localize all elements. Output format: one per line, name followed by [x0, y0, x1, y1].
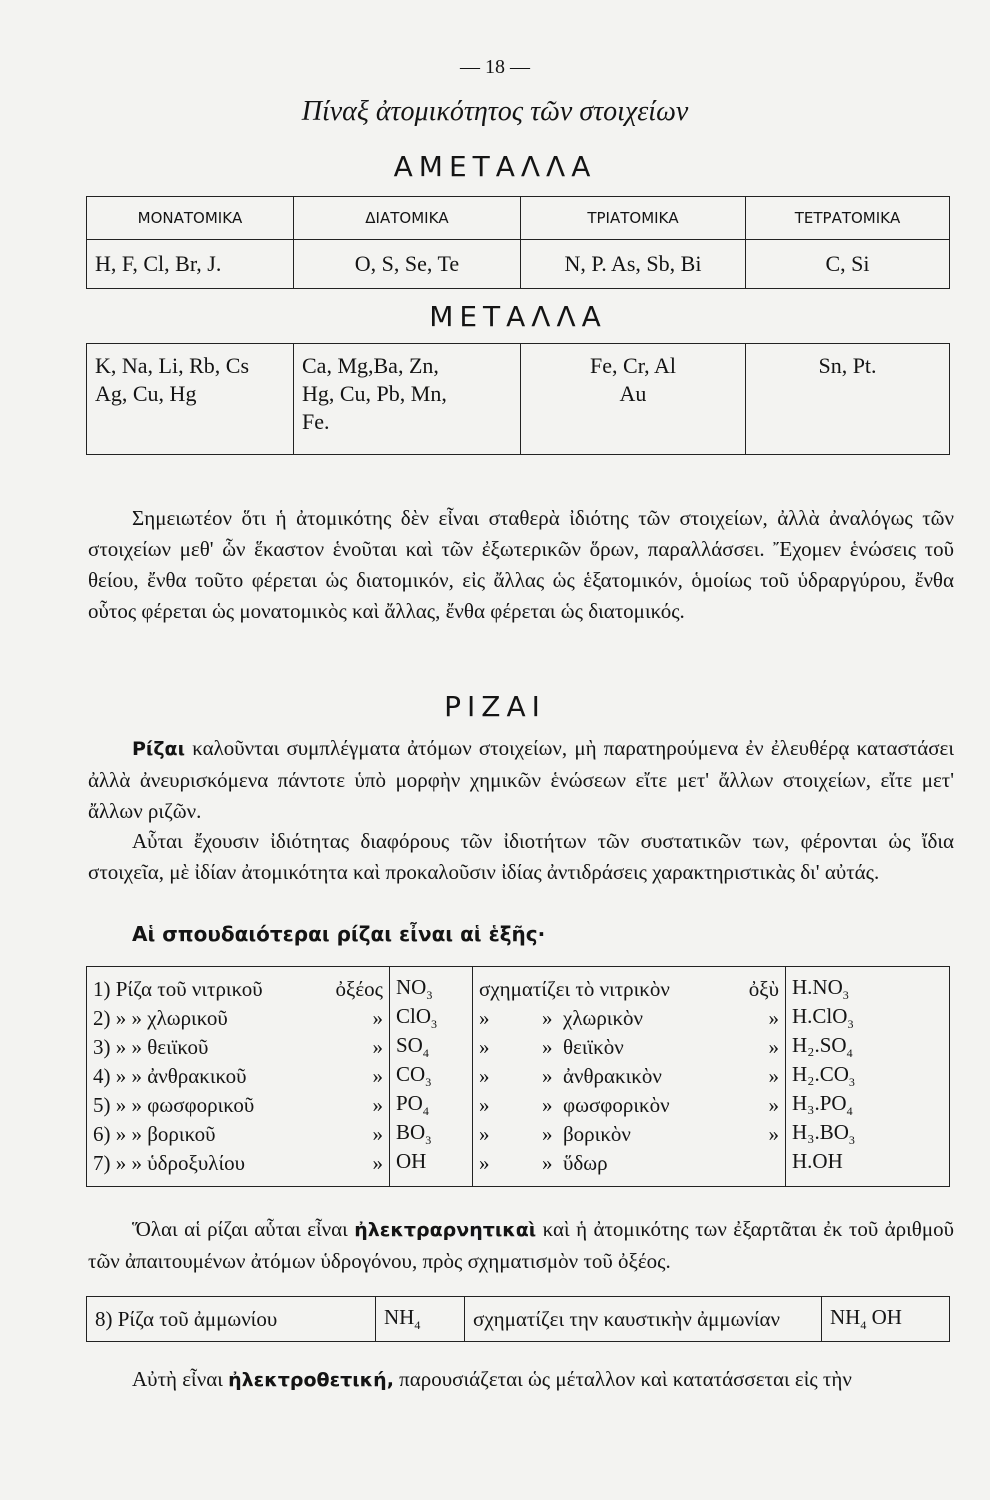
radical-name-cell [87, 1149, 390, 1187]
radical-acid: H₂.SO [792, 1033, 847, 1058]
ammonium-formula [376, 1297, 465, 1342]
ammonium-product-text: NH [830, 1304, 861, 1329]
radical-acid-sub: 3 [847, 1017, 854, 1032]
nonmetal-triatomic: N, P. As, Sb, Bi [521, 240, 746, 289]
header-triatomic: ΤΡΙΑΤΟΜΙΚΑ [521, 197, 746, 240]
radical-name: » » ὑδροξυλίου [115, 1151, 246, 1175]
radical-formula-cell [390, 967, 473, 1005]
metal-diatomic-line: Fe. [302, 409, 330, 434]
radical-name-cell [87, 1062, 390, 1091]
radical-suffix: » [372, 1122, 383, 1146]
radical-acid-cell [786, 1004, 950, 1033]
radicals-list-heading: Αἱ σπουδαιότεραι ρίζαι εἶναι αἱ ἑξῆς· [132, 922, 546, 946]
page-number: — 18 — [460, 56, 530, 78]
radical-verb: » » βορικὸν [479, 1122, 631, 1146]
metal-diatomic-line: Ca, Mg,Ba, Zn, [302, 353, 439, 378]
radical-number: 4) [93, 1064, 111, 1088]
radical-verb-cell [473, 1004, 786, 1033]
ammonium-verb: σχηματίζει την καυστικὴν ἀμμωνίαν [465, 1297, 822, 1342]
radical-row [87, 1091, 950, 1120]
radical-formula-sub: 3 [425, 1133, 432, 1148]
radical-name-cell [87, 1033, 390, 1062]
radical-acid-cell [786, 1120, 950, 1149]
radical-number: 6) [93, 1122, 111, 1146]
radical-acid-cell [786, 1091, 950, 1120]
radical-formula: OH [396, 1149, 427, 1174]
radical-formula-cell [390, 1033, 473, 1062]
radical-verb: » » φωσφορικὸν [479, 1093, 670, 1117]
radical-acid-suffix: » [768, 1093, 779, 1117]
radical-name-cell [87, 1091, 390, 1120]
ammonium-label: 8) Ρίζα τοῦ ἀμμωνίου [87, 1297, 376, 1342]
electropositive-term: ἠλεκτροθετική, [228, 1369, 394, 1391]
radical-formula-sub: 3 [426, 988, 433, 1003]
radical-acid: H.ClO [792, 1004, 848, 1029]
radical-formula: CO [396, 1062, 426, 1087]
table-title: Πίναξ ἀτομικότητος τῶν στοιχείων [301, 96, 689, 127]
radical-suffix: ὀξέος [335, 977, 383, 1001]
radical-verb: » » ὕδωρ [479, 1151, 608, 1175]
metal-monatomic-line: K, Na, Li, Rb, Cs [95, 353, 249, 378]
radical-verb: » » ἀνθρακικὸν [479, 1064, 662, 1088]
radical-acid-sub: 4 [846, 1104, 853, 1119]
metal-tetratomic-line: Sn, Pt. [818, 353, 877, 378]
metals-heading: ΜΕΤΑΛΛΑ [87, 289, 950, 344]
radical-suffix: » [372, 1151, 383, 1175]
radical-formula: NO [396, 975, 427, 1000]
radical-formula: PO [396, 1091, 423, 1116]
radical-acid-sub: 3 [848, 1075, 855, 1090]
radical-number: 2) [93, 1006, 111, 1030]
final-line-post: παρουσιάζεται ὡς μέταλλον καὶ κατατάσσεται εἰς τὴν [399, 1367, 852, 1391]
radical-acid-cell [786, 1033, 950, 1062]
radical-acid: H₂.CO [792, 1062, 849, 1087]
radical-row [87, 1062, 950, 1091]
radical-name: Ρίζα τοῦ νιτρικοῦ [115, 977, 263, 1001]
radical-acid-cell [786, 967, 950, 1005]
radical-verb: » » θειϊκὸν [479, 1035, 624, 1059]
radical-name: » » φωσφορικοῦ [115, 1093, 255, 1117]
radical-suffix: » [372, 1093, 383, 1117]
nonmetals-heading: ΑΜΕΤΑΛΛΑ [393, 150, 597, 183]
radical-number: 7) [93, 1151, 111, 1175]
ammonium-product [822, 1297, 950, 1342]
header-tetratomic: ΤΕΤΡΑΤΟΜΙΚΑ [746, 197, 950, 240]
radical-formula-cell [390, 1004, 473, 1033]
metal-diatomic [294, 344, 521, 455]
radical-name: » » θειϊκοῦ [115, 1035, 209, 1059]
radical-name-cell [87, 1120, 390, 1149]
metal-monatomic-line: Ag, Cu, Hg [95, 381, 197, 406]
note-paragraph: Σημειωτέον ὅτι ἡ ἀτομικότης δὲν εἶναι σταθερὰ ἰδιότης τῶν στοιχείων, ἀλλὰ ἀναλόγως τῶν στοιχείων μεθ' ὧν ἕκαστον ἑνοῦται καὶ τῶν ἐξωτερικῶν ὅρων, παραλλάσσει. Ἔχομεν ἑνώσεις τοῦ θείου, ἔνθα τοῦτο φέρεται ὡς διατομικόν, εἰς ἄλλας ὡς ἑξατομικόν, ὁμοίως τοῦ ὑδραργύρου, ἔνθα οὗτος φέρεται ὡς μονατομικὸς καὶ ἄλλας, ἔνθα φέρεται ὡς διατομικός. [88, 506, 954, 623]
metal-triatomic [521, 344, 746, 455]
radical-name-cell [87, 967, 390, 1005]
radical-formula: BO [396, 1120, 426, 1145]
radicals-table [86, 966, 950, 1187]
nonmetal-monatomic: H, F, Cl, Br, J. [87, 240, 294, 289]
radical-verb-cell [473, 1062, 786, 1091]
radicals-properties: Αὗται ἔχουσιν ἰδιότητας διαφόρους τῶν ἰδιοτήτων τῶν συστατικῶν των, φέρονται ὡς ἴδια στοιχεῖα, μὲ ἰδίαν ἀτομικότητα καὶ προκαλοῦσιν ἰδίας ἀντιδράσεις χαρακτηριστικὰς δι' αὐτάς. [88, 829, 954, 884]
header-diatomic: ΔΙΑΤΟΜΙΚΑ [294, 197, 521, 240]
metal-tetratomic [746, 344, 950, 455]
ammonium-formula-text: NH [384, 1304, 415, 1329]
radical-acid-suffix: » [768, 1064, 779, 1088]
radical-acid: H.OH [792, 1149, 843, 1174]
radical-verb-cell [473, 1033, 786, 1062]
ammonium-formula-sub: 4 [414, 1318, 421, 1333]
metal-monatomic [87, 344, 294, 455]
radical-verb-cell [473, 1091, 786, 1120]
electronegative-term: ἠλεκτραρνητικαὶ [354, 1219, 537, 1241]
header-monatomic: ΜΟΝΑΤΟΜΙΚΑ [87, 197, 294, 240]
radical-formula-cell [390, 1062, 473, 1091]
metal-triatomic-line: Au [619, 381, 647, 406]
radical-verb-cell [473, 967, 786, 1005]
radical-verb-cell [473, 1149, 786, 1187]
metals-row [87, 344, 950, 455]
radical-row [87, 1120, 950, 1149]
radical-acid-sub: 3 [842, 988, 849, 1003]
ammonium-product-sub: 4 [860, 1318, 867, 1333]
radical-row [87, 967, 950, 1005]
electronegative-text-pre: Ὅλαι αἱ ρίζαι αὗται εἶναι [132, 1217, 348, 1241]
radical-suffix: » [372, 1064, 383, 1088]
ammonium-row [87, 1297, 950, 1342]
radical-formula-cell [390, 1120, 473, 1149]
radical-acid-suffix: » [768, 1035, 779, 1059]
radical-acid-sub: 4 [846, 1046, 853, 1061]
radical-acid-suffix: ὀξὺ [748, 977, 779, 1001]
radical-formula-sub: 3 [431, 1017, 438, 1032]
radical-acid: H₃.PO [792, 1091, 847, 1116]
radicals-heading: ΡΙΖΑΙ [444, 690, 546, 723]
ammonium-table [86, 1296, 950, 1342]
radicals-definition-text: καλοῦνται συμπλέγματα ἀτόμων στοιχείων, μὴ παρατηρούμενα ἐν ἐλευθέρᾳ καταστάσει ἀλλὰ ἀνευρισκόμενα πάντοτε ὑπὸ μορφὴν χημικῶν ἑνώσεων εἴτε μετ' ἄλλων στοιχείων, εἴτε μετ' ἄλλων ριζῶν. [88, 736, 954, 823]
radical-acid-cell [786, 1149, 950, 1187]
ammonium-product-tail: OH [866, 1304, 902, 1329]
metal-triatomic-line: Fe, Cr, Al [590, 353, 676, 378]
nonmetal-diatomic: O, S, Se, Te [294, 240, 521, 289]
radical-name: » » χλωρικοῦ [115, 1006, 228, 1030]
radical-name: » » ἀνθρακικοῦ [115, 1064, 247, 1088]
radical-number: 3) [93, 1035, 111, 1059]
electronegative-paragraph [88, 1214, 954, 1277]
nonmetals-row [87, 240, 950, 289]
radical-acid-cell [786, 1062, 950, 1091]
radical-formula-sub: 3 [425, 1075, 432, 1090]
radicals-definition [88, 733, 954, 827]
radical-formula-sub: 4 [422, 1046, 429, 1061]
radical-verb: » » χλωρικὸν [479, 1006, 644, 1030]
radical-row [87, 1004, 950, 1033]
radical-suffix: » [372, 1006, 383, 1030]
radical-acid-sub: 3 [848, 1133, 855, 1148]
radical-verb: σχηματίζει τὸ νιτρικὸν [479, 977, 670, 1001]
final-line-pre: Αὐτὴ εἶναι [132, 1367, 223, 1391]
radical-formula: SO [396, 1033, 423, 1058]
radical-formula: ClO [396, 1004, 432, 1029]
final-line [88, 1364, 954, 1396]
radical-formula-cell [390, 1149, 473, 1187]
nonmetal-tetratomic: C, Si [746, 240, 950, 289]
radical-suffix: » [372, 1035, 383, 1059]
metal-diatomic-line: Hg, Cu, Pb, Mn, [302, 381, 447, 406]
electronegative-text-post: καὶ ἡ ἀτομικότης των ἐξαρτᾶται ἐκ τοῦ ἀριθμοῦ τῶν ἀπαιτουμένων ἀτόμων ὑδρογόνου, πρὸς σχηματισμὸν τοῦ ὀξέος. [88, 1217, 955, 1273]
radical-number: 5) [93, 1093, 111, 1117]
radical-formula-cell [390, 1091, 473, 1120]
atomicity-table [86, 196, 950, 455]
radical-acid-suffix: » [768, 1006, 779, 1030]
radical-verb-cell [473, 1120, 786, 1149]
atomicity-header-row [87, 197, 950, 240]
radicals-term: Ρίζαι [132, 738, 186, 760]
radical-acid: H.NO [792, 975, 843, 1000]
radical-number: 1) [93, 977, 111, 1001]
metals-heading-row [87, 289, 950, 344]
radical-acid: H₃.BO [792, 1120, 849, 1145]
radical-name-cell [87, 1004, 390, 1033]
radical-acid-suffix: » [768, 1122, 779, 1146]
radical-row [87, 1149, 950, 1187]
radical-row [87, 1033, 950, 1062]
radical-name: » » βορικοῦ [115, 1122, 216, 1146]
radical-formula-sub: 4 [422, 1104, 429, 1119]
